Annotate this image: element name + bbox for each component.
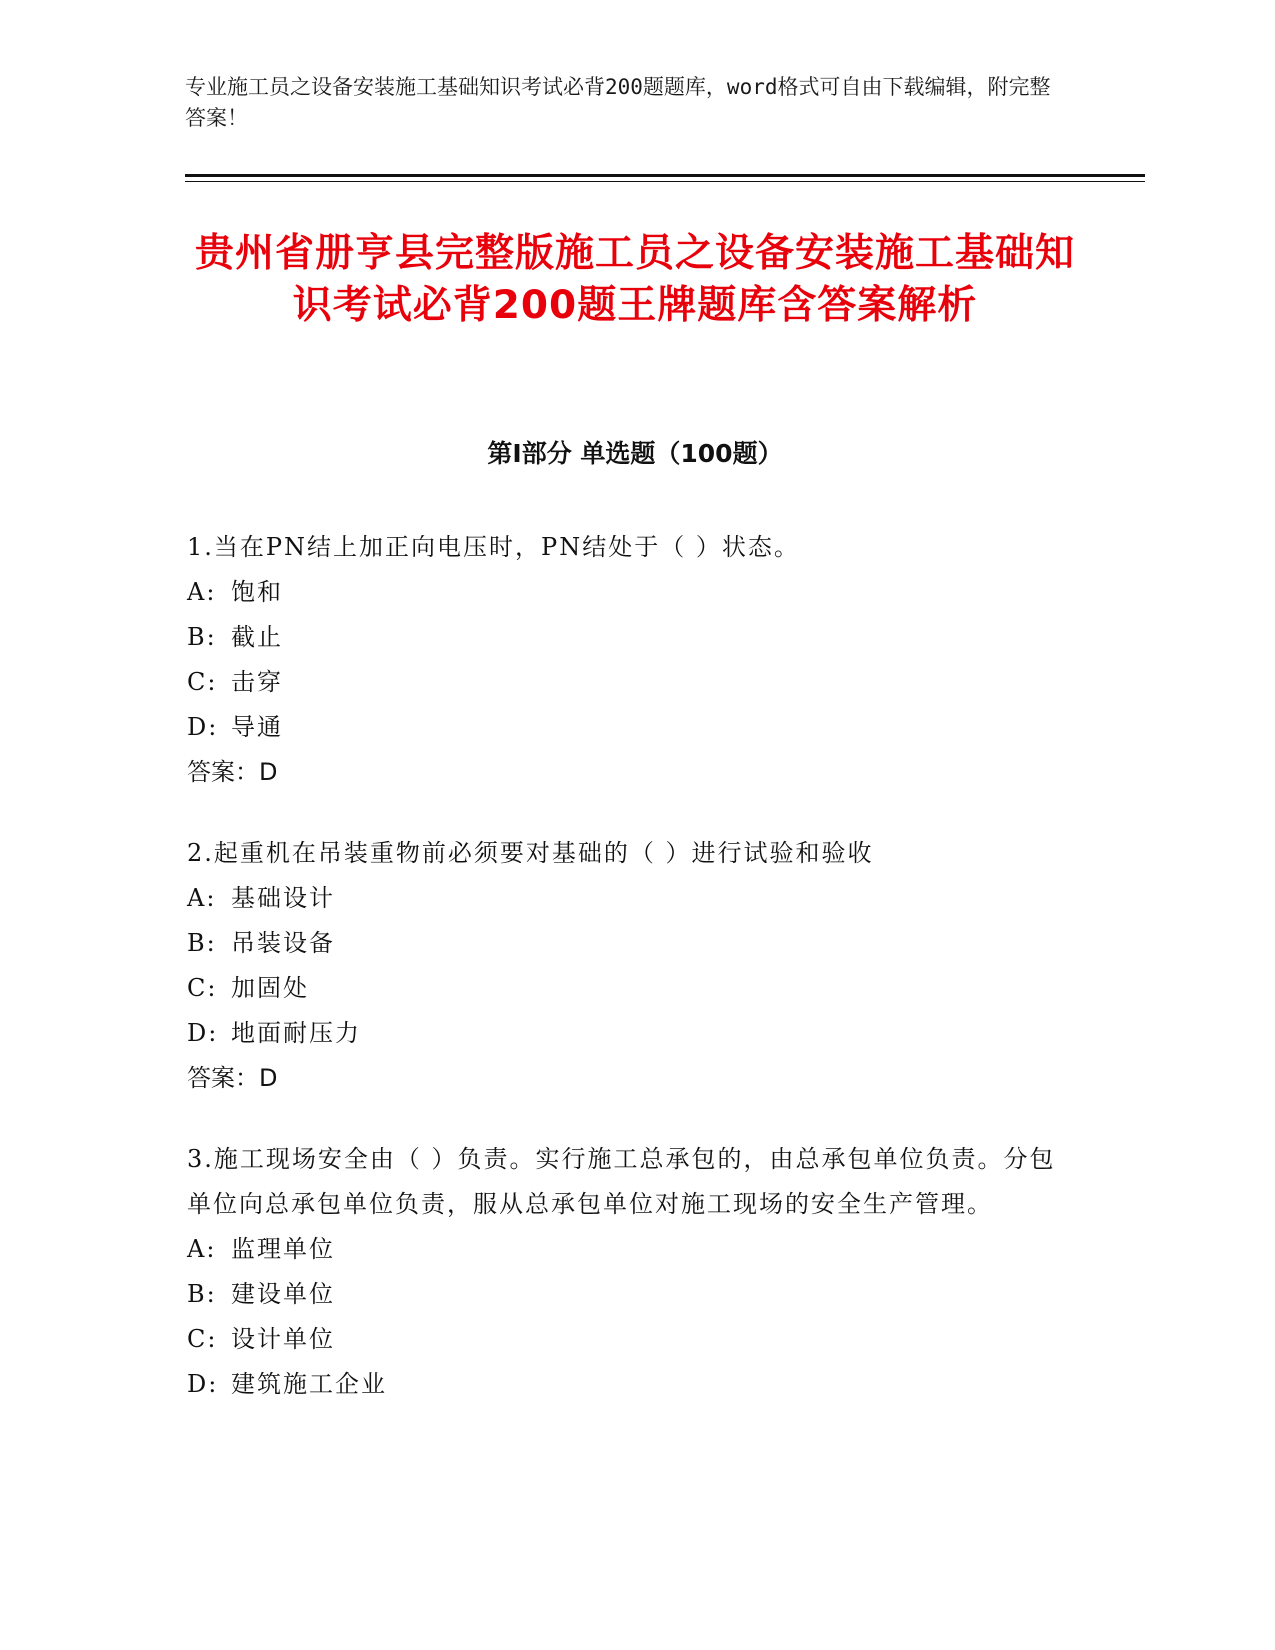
answer-line: 答案：D	[187, 758, 278, 786]
option-key: A:	[187, 884, 217, 912]
question-text: 3.施工现场安全由（ ）负责。实行施工总承包的，由总承包单位负责。分包单位向总承包单位负责，服从总承包单位对施工现场的安全生产管理。	[187, 1145, 1056, 1218]
option-text: 截止	[231, 623, 283, 651]
option-d	[187, 705, 1077, 750]
option-key: A:	[187, 578, 217, 606]
option-text: 建设单位	[231, 1280, 335, 1308]
header-rule-thin	[185, 181, 1145, 182]
option-key: A:	[187, 1235, 217, 1263]
question-2	[187, 831, 1077, 1101]
option-text: 导通	[231, 713, 283, 741]
option-c	[187, 1317, 1077, 1362]
header-rule-thick	[185, 174, 1145, 177]
option-key: D:	[187, 1019, 219, 1047]
option-b	[187, 615, 1077, 660]
option-key: B:	[187, 929, 217, 957]
answer-line: 答案：D	[187, 1064, 278, 1092]
option-key: D:	[187, 1370, 219, 1398]
option-text: 加固处	[231, 974, 309, 1002]
option-text: 建筑施工企业	[231, 1370, 387, 1398]
option-c	[187, 660, 1077, 705]
option-d	[187, 1362, 1077, 1407]
document-title: 贵州省册亨县完整版施工员之设备安装施工基础知识考试必背200题王牌题库含答案解析	[194, 231, 1075, 328]
question-text: 1.当在PN结上加正向电压时，PN结处于（ ）状态。	[187, 533, 800, 561]
option-text: 监理单位	[231, 1235, 335, 1263]
option-d	[187, 1011, 1077, 1056]
question-list	[187, 525, 1077, 1443]
question-1	[187, 525, 1077, 795]
option-key: B:	[187, 623, 217, 651]
option-text: 基础设计	[231, 884, 335, 912]
option-key: D:	[187, 713, 219, 741]
option-text: 击穿	[231, 668, 283, 696]
option-key: C:	[187, 1325, 218, 1353]
question-3	[187, 1137, 1077, 1407]
option-text: 设计单位	[231, 1325, 335, 1353]
option-c	[187, 966, 1077, 1011]
option-key: C:	[187, 668, 218, 696]
option-key: C:	[187, 974, 218, 1002]
option-text: 吊装设备	[231, 929, 335, 957]
section-heading: 第I部分 单选题（100题）	[487, 439, 783, 468]
option-key: B:	[187, 1280, 217, 1308]
option-text: 饱和	[231, 578, 283, 606]
option-b	[187, 921, 1077, 966]
option-a	[187, 570, 1077, 615]
option-a	[187, 876, 1077, 921]
option-a	[187, 1227, 1077, 1272]
option-b	[187, 1272, 1077, 1317]
question-text: 2.起重机在吊装重物前必须要对基础的（ ）进行试验和验收	[187, 839, 874, 867]
header-note: 专业施工员之设备安装施工基础知识考试必背200题题库，word格式可自由下载编辑，附完整答案！	[185, 75, 1051, 130]
option-text: 地面耐压力	[231, 1019, 361, 1047]
